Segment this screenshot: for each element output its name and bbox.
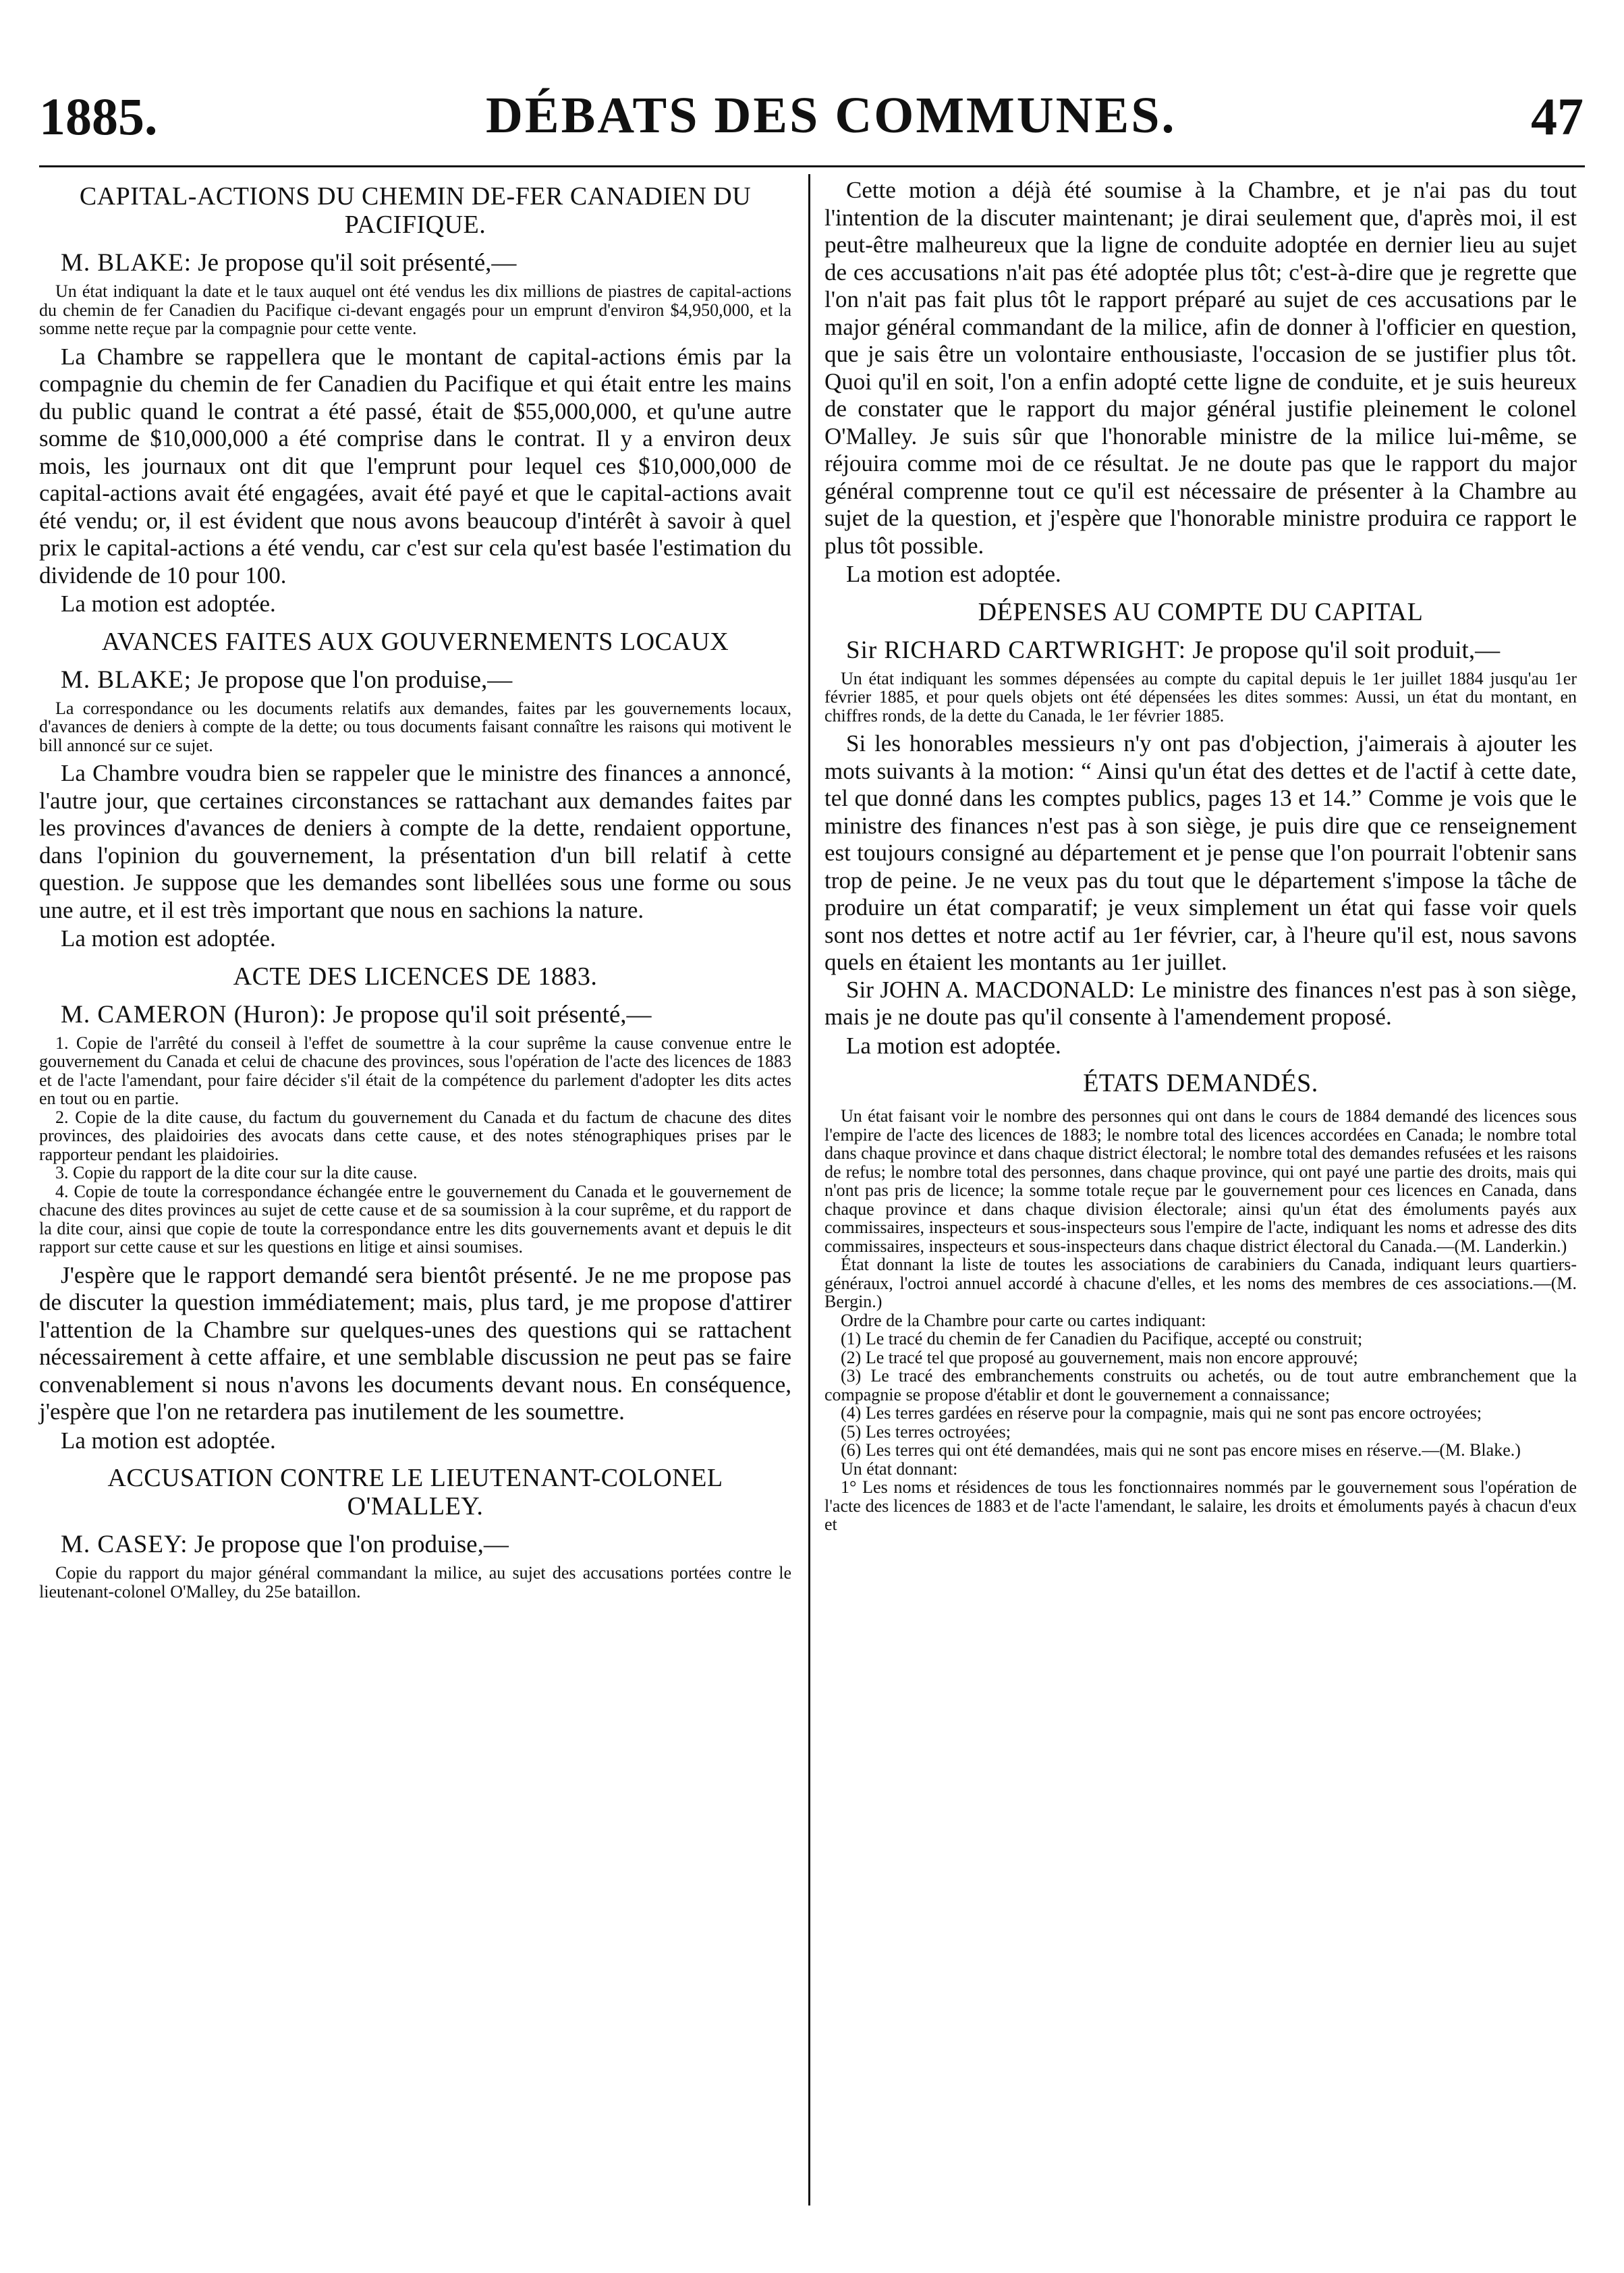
speaker-name: Sir JOHN A. MACDONALD: <box>846 976 1136 1003</box>
speaker-name: Sir RICHARD CARTWRIGHT: <box>846 636 1187 664</box>
reply-paragraph <box>824 977 1577 1031</box>
list-item: (3) Le tracé des embranchements construits ou achetés, ou de tout autre embranchement que la compagnie se propose d'établir et dont le gouvernement a connaissance; <box>824 1366 1577 1404</box>
speaker-name: M. BLAKE: <box>61 249 192 277</box>
right-column <box>824 177 1577 1534</box>
header-year: 1885. <box>39 87 158 146</box>
motion-line <box>39 248 791 278</box>
list-item: 1. Copie de l'arrêté du conseil à l'effet de soumettre à la cour suprême la cause convenue entre le gouvernement du Canada et celui de chacune des provinces, sous l'opération de l'acte des licences de 1883 et de l'acte l'amendant, pour faire décider s'il était de la compétence du parlement d'adopter les dits actes en tout ou en partie. <box>39 1033 791 1108</box>
speech-paragraph: La Chambre voudra bien se rappeler que le ministre des finances a annoncé, l'autre jour, que certaines circonstances se rattachant aux demandes faites par les provinces d'avances de deniers à compte de la dette, rendaient opportune, dans l'opinion du gouvernement, la présentation d'un bill relatif à cette question. Je suppose que les demandes sont libellées sous une forme ou sous une autre, et il est très important que nous en sachions la nature. <box>39 760 791 923</box>
speech-paragraph: J'espère que le rapport demandé sera bientôt présenté. Je ne me propose pas de discuter la question immédiatement; mais, plus tard, je me propose d'attirer l'attention de la Chambre sur quelques-unes des questions qui se rattachent nécessairement à cette affaire, et une semblable discussion ne peut pas se faire convenablement si nous n'avons les documents devant nous. En conséquence, j'espère que l'on ne retardera pas inutilement de les soumettre. <box>39 1261 791 1425</box>
header-page-number: 47 <box>1531 87 1584 146</box>
left-column <box>39 177 791 1601</box>
speech-paragraph: Si les honorables messieurs n'y ont pas d'objection, j'aimerais à ajouter les mots suivants à la motion: “ Ainsi qu'un état des dettes et de l'actif à cette date, tel que donné dans les comptes publics, pages 13 et 14.” Comme je vois que le ministre des finances n'est pas à son siège, je puis dire que ce renseignement est toujours consigné au département et je pense que l'on pourrait l'obtenir sans trop de peine. Je ne veux pas du tout que le département s'impose la tâche de produire un état comparatif; je veux simplement un état qui fasse voir quels sont nos dettes et notre actif au 1er février, car, à l'heure qu'il est, nous savons quels en étaient les montants au 1er juillet. <box>824 730 1577 975</box>
motion-text: Je propose qu'il soit présenté,— <box>198 249 517 277</box>
motion-text: Je propose que l'on produise,— <box>198 665 513 694</box>
motion-text: Je propose qu'il soit produit,— <box>1192 636 1501 664</box>
motion-line <box>39 1000 791 1030</box>
section-heading: ÉTATS DEMANDÉS. <box>1083 1069 1318 1097</box>
list-item: 3. Copie du rapport de la dite cour sur la dite cause. <box>55 1163 418 1182</box>
speaker-name: M. CASEY: <box>61 1531 188 1558</box>
motion-adopted: La motion est adoptée. <box>846 561 1061 587</box>
motion-adopted: La motion est adoptée. <box>61 591 276 617</box>
motion-line <box>824 636 1577 665</box>
return-request: État donnant la liste de toutes les associations de carabiniers du Canada, indiquant leurs quartiers-généraux, l'octroi annuel accordé à chacune d'elles, et les noms des membres de ces associations.—(M. Bergin.) <box>824 1255 1577 1311</box>
column-divider <box>808 174 810 2206</box>
header-title: DÉBATS DES COMMUNES. <box>486 87 1177 144</box>
speech-paragraph: La Chambre se rappellera que le montant de capital-actions émis par la compagnie du chemin de fer Canadien du Pacifique et qui était entre les mains du public quand le contrat a été passé, était de $55,000,000, et qu'une autre somme de $10,000,000 a été comprise dans le contrat. Il y a environ deux mois, les journaux ont dit que l'emprunt pour lequel ces $10,000,000 de capital-actions avait été engagées, avait été payé et que le capital-actions avait été vendu; or, il est évident que nous avons beaucoup d'intérêt à savoir à quel prix le capital-actions a été vendu, car c'est sur cela qu'est basée l'estimation du dividende de 10 pour 100. <box>39 343 791 588</box>
section-heading: ACTE DES LICENCES DE 1883. <box>233 962 598 991</box>
return-request: Ordre de la Chambre pour carte ou cartes indiquant: <box>841 1310 1206 1330</box>
motion-adopted: La motion est adoptée. <box>846 1032 1061 1059</box>
list-item: (4) Les terres gardées en réserve pour la compagnie, mais qui ne sont pas encore octroyées; <box>841 1403 1482 1423</box>
return-request: Un état donnant: <box>841 1458 958 1479</box>
speaker-name: M. BLAKE; <box>61 665 192 694</box>
reply-text: Le ministre des finances n'est pas à son siège, mais je ne doute pas qu'il consente à l'amendement proposé. <box>824 976 1577 1030</box>
motion-line <box>39 665 791 695</box>
return-request: Un état faisant voir le nombre des personnes qui ont dans le cours de 1884 demandé des licences sous l'empire de l'acte des licences de 1883; le nombre total des licences accordées en Canada; le nombre total dans chaque province et dans chaque district électoral; le nombre total des demandes refusées et les raisons de refus; le nombre total des personnes, dans chaque province, qui ont payé une partie des droits, mais qui n'ont pas pris de licence; la somme totale reçue par le gouvernement pour ces licences en Canada, dans chaque province et dans chaque division électorale; ainsi qu'un état des émoluments payés aux commissaires, inspecteurs et sous-inspecteurs sous l'empire de l'acte, indiquant les noms et adresse des dits commissaires, inspecteurs et sous-inspecteurs dans chaque district électoral du Canada.—(M. Landerkin.) <box>824 1106 1577 1256</box>
list-item: 4. Copie de toute la correspondance échangée entre le gouvernement du Canada et le gouvernement de chacune des dites provinces au sujet de cette cause et de sa soumission à la cour suprême, et du rapport de la dite cour, ainsi que copie de toute la correspondance entre les dits gouvernements avant et depuis le dit rapport sur cette cause et sur les questions en litige et ainsi soumises. <box>39 1181 791 1257</box>
motion-adopted: La motion est adoptée. <box>61 1427 276 1454</box>
motion-adopted: La motion est adoptée. <box>61 925 276 952</box>
list-item: (5) Les terres octroyées; <box>841 1421 1011 1442</box>
motion-line <box>39 1530 791 1560</box>
section-heading: CAPITAL-ACTIONS DU CHEMIN DE-FER CANADIEN DU PACIFIQUE. <box>79 182 752 239</box>
return-request: 1° Les noms et résidences de tous les fonctionnaires nommés par le gouvernement sous l'opération de l'acte des licences de 1883 et de l'acte l'amendant, le salaire, les droits et émoluments payés à chacun d'eux et <box>824 1477 1577 1534</box>
speech-paragraph: Cette motion a déjà été soumise à la Chambre, et je n'ai pas du tout l'intention de la discuter maintenant; je dirai seulement que, d'après moi, il est peut-être malheureux que la ligne de conduite adoptée en dernier lieu au sujet de ces accusations n'ait pas été adoptée plus tôt; c'est-à-dire que je regrette que l'on n'ait pas fait plus tôt le rapport préparé au sujet de ces accusations par le major général commandant de la milice, afin de donner à l'officier en question, que je sais être un volontaire enthousiaste, l'occasion de se justifier plus tôt. Quoi qu'il en soit, l'on a enfin adopté cette ligne de conduite, et je suis heureux de constater que le rapport du major général justifie pleinement le colonel O'Malley. Je suis sûr que l'honorable ministre de la milice lui-même, se réjouira comme moi de ce résultat. Je ne doute pas que le rapport du major général comprenne tout ce qu'il est nécessaire de présenter à la Chambre au sujet de la question, et j'espère que l'honorable ministre produira ce rapport le plus tôt possible. <box>824 177 1577 559</box>
list-item: (1) Le tracé du chemin de fer Canadien du Pacifique, accepté ou construit; <box>841 1329 1363 1348</box>
document-request: Un état indiquant la date et le taux auquel ont été vendus les dix millions de piastres de capital-actions du chemin de fer Canadien du Pacifique ci-devant engagés pour un emprunt d'environ $4,950,000, et la somme nette reçue par la compagnie pour cette vente. <box>39 281 791 338</box>
document-request: Un état indiquant les sommes dépensées au compte du capital depuis le 1er juillet 1884 jusqu'au 1er février 1885, et pour quels objets ont été dépensées les dites sommes: Aussi, un état du montant, en chiffres ronds, de la dette du Canada, le 1er février 1885. <box>824 668 1577 725</box>
motion-text: Je propose qu'il soit présenté,— <box>333 1000 652 1029</box>
speaker-name: M. CAMERON (Huron): <box>61 1000 327 1029</box>
section-heading: AVANCES FAITES AUX GOUVERNEMENTS LOCAUX <box>101 627 729 656</box>
document-request: Copie du rapport du major général commandant la milice, au sujet des accusations portées contre le lieutenant-colonel O'Malley, du 25e bataillon. <box>39 1563 791 1601</box>
section-heading: ACCUSATION CONTRE LE LIEUTENANT-COLONEL O'MALLEY. <box>107 1464 723 1521</box>
document-request: La correspondance ou les documents relatifs aux demandes, faites par les gouvernements locaux, d'avances de deniers à compte de la dette; ou tous documents faisant connaître les raisons qui motivent le bill annoncé sur ce sujet. <box>39 698 791 755</box>
list-item: (2) Le tracé tel que proposé au gouvernement, mais non encore approuvé; <box>841 1347 1358 1367</box>
list-item: 2. Copie de la dite cause, du factum du gouvernement du Canada et du factum de chacune des dites provinces, des plaidoiries des avocats dans cette cause, et des notes sténographiques prises par le rapporteur pendant les plaidoiries. <box>39 1107 791 1164</box>
list-item: (6) Les terres qui ont été demandées, mais qui ne sont pas encore mises en réserve.—(M. Blake.) <box>841 1440 1521 1460</box>
header-rule <box>39 165 1585 167</box>
motion-text: Je propose que l'on produise,— <box>194 1531 509 1558</box>
section-heading: DÉPENSES AU COMPTE DU CAPITAL <box>978 597 1424 626</box>
